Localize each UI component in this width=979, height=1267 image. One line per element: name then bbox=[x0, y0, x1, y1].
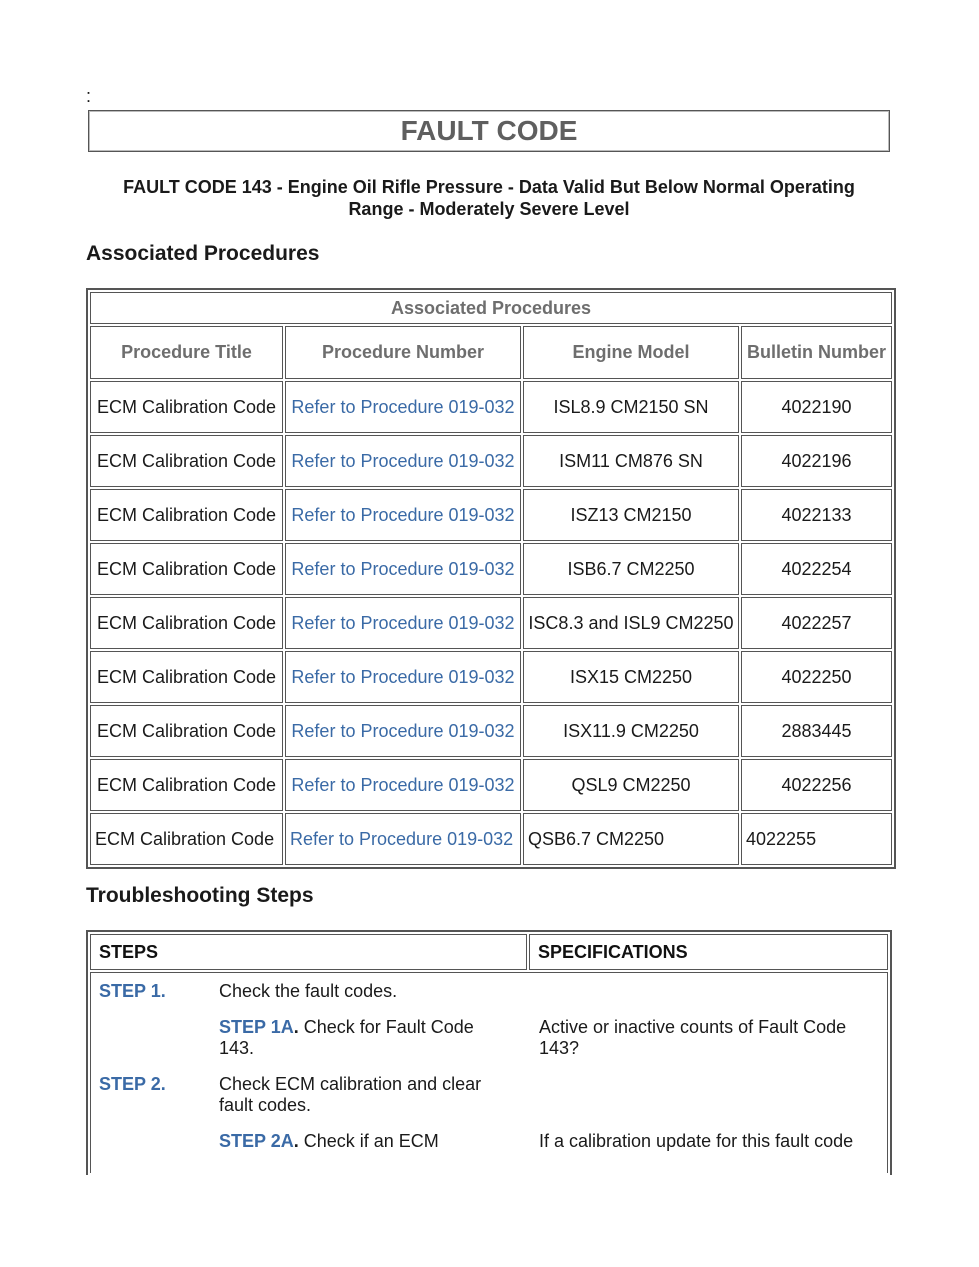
bulletin-number-cell: 4022255 bbox=[741, 813, 892, 865]
engine-model-cell: ISC8.3 and ISL9 CM2250 bbox=[523, 597, 739, 649]
table-row bbox=[90, 759, 892, 811]
procedure-link[interactable]: Refer to Procedure 019-032 bbox=[291, 396, 515, 417]
procedure-link[interactable]: Refer to Procedure 019-032 bbox=[291, 666, 515, 687]
engine-model-cell: ISX15 CM2250 bbox=[523, 651, 739, 703]
table-row bbox=[90, 489, 892, 541]
procedure-title-cell: ECM Calibration Code bbox=[90, 597, 283, 649]
steps-body: STEP 1. Check the fault codes. STEP 1A. Check for Fault Code 143. Active or inactive counts of Fault Code 143? STEP 2. Check ECM calibration and clear fault codes. STEP 2A. Check if an ECM If a calibration update for this fault code bbox=[90, 972, 888, 1173]
fault-title-line1: FAULT CODE 143 - Engine Oil Rifle Pressure - Data Valid But Below Normal Operating bbox=[123, 177, 855, 197]
table-row bbox=[90, 381, 892, 433]
procedure-link[interactable]: Refer to Procedure 019-032 bbox=[291, 504, 515, 525]
column-header-specifications: SPECIFICATIONS bbox=[529, 934, 888, 970]
fault-title-line2: Range - Moderately Severe Level bbox=[348, 199, 630, 219]
procedure-title-cell: ECM Calibration Code bbox=[90, 489, 283, 541]
step-2-text: Check ECM calibration and clear fault codes. bbox=[219, 1074, 482, 1115]
engine-model-cell: ISM11 CM876 SN bbox=[523, 435, 739, 487]
procedure-title-cell: ECM Calibration Code bbox=[90, 759, 283, 811]
procedure-link[interactable]: Refer to Procedure 019-032 bbox=[291, 720, 515, 741]
procedure-title-cell: ECM Calibration Code bbox=[90, 543, 283, 595]
table-row bbox=[90, 543, 892, 595]
column-header-procedure-number: Procedure Number bbox=[285, 326, 521, 379]
bulletin-number-cell: 2883445 bbox=[741, 705, 892, 757]
procedure-title-cell: ECM Calibration Code bbox=[90, 651, 283, 703]
step-1-text: Check the fault codes. bbox=[219, 981, 398, 1001]
column-header-engine-model: Engine Model bbox=[523, 326, 739, 379]
table-row bbox=[90, 813, 892, 865]
bulletin-number-cell: 4022196 bbox=[741, 435, 892, 487]
engine-model-cell: QSL9 CM2250 bbox=[523, 759, 739, 811]
engine-model-cell: ISZ13 CM2150 bbox=[523, 489, 739, 541]
procedure-link[interactable]: Refer to Procedure 019-032 bbox=[291, 450, 515, 471]
fault-code-title bbox=[88, 176, 890, 220]
step-1a-spec: Active or inactive counts of Fault Code 143? bbox=[539, 1017, 847, 1058]
step-2a-label[interactable]: STEP 2A bbox=[219, 1131, 294, 1151]
bulletin-number-cell: 4022257 bbox=[741, 597, 892, 649]
step-1a-label[interactable]: STEP 1A bbox=[219, 1017, 294, 1037]
bulletin-number-cell: 4022256 bbox=[741, 759, 892, 811]
bulletin-number-cell: 4022250 bbox=[741, 651, 892, 703]
procedure-link[interactable]: Refer to Procedure 019-032 bbox=[291, 558, 515, 579]
step-2a-text: Check if an ECM bbox=[303, 1131, 439, 1151]
column-header-steps: STEPS bbox=[90, 934, 527, 970]
troubleshooting-steps-heading: Troubleshooting Steps bbox=[86, 884, 314, 907]
engine-model-cell: ISL8.9 CM2150 SN bbox=[523, 381, 739, 433]
procedure-title-cell: ECM Calibration Code bbox=[90, 435, 283, 487]
table-row bbox=[90, 705, 892, 757]
procedure-link[interactable]: Refer to Procedure 019-032 bbox=[291, 612, 515, 633]
step-2a-spec: If a calibration update for this fault code bbox=[539, 1131, 854, 1151]
bulletin-number-cell: 4022133 bbox=[741, 489, 892, 541]
table-row bbox=[90, 435, 892, 487]
procedure-link[interactable]: Refer to Procedure 019-032 bbox=[291, 774, 515, 795]
procedure-title-cell: ECM Calibration Code bbox=[90, 381, 283, 433]
fault-code-banner: FAULT CODE bbox=[88, 110, 890, 152]
step-1-label[interactable]: STEP 1. bbox=[99, 981, 166, 1001]
table-row bbox=[90, 651, 892, 703]
engine-model-cell: ISX11.9 CM2250 bbox=[523, 705, 739, 757]
step-1a-text: Check for Fault Code 143. bbox=[219, 1017, 474, 1058]
procedure-title-cell: ECM Calibration Code bbox=[90, 813, 283, 865]
troubleshooting-table bbox=[86, 930, 892, 1175]
bulletin-number-cell: 4022190 bbox=[741, 381, 892, 433]
column-header-bulletin-number: Bulletin Number bbox=[741, 326, 892, 379]
page-marker: : bbox=[86, 86, 92, 106]
table-caption: Associated Procedures bbox=[90, 292, 892, 324]
table-row bbox=[90, 597, 892, 649]
engine-model-cell: ISB6.7 CM2250 bbox=[523, 543, 739, 595]
associated-procedures-heading: Associated Procedures bbox=[86, 242, 320, 265]
procedure-title-cell: ECM Calibration Code bbox=[90, 705, 283, 757]
procedure-link[interactable]: Refer to Procedure 019-032 bbox=[290, 828, 514, 849]
bulletin-number-cell: 4022254 bbox=[741, 543, 892, 595]
column-header-procedure-title: Procedure Title bbox=[90, 326, 283, 379]
engine-model-cell: QSB6.7 CM2250 bbox=[523, 813, 739, 865]
step-2-label[interactable]: STEP 2. bbox=[99, 1074, 166, 1094]
associated-procedures-table bbox=[86, 288, 896, 869]
